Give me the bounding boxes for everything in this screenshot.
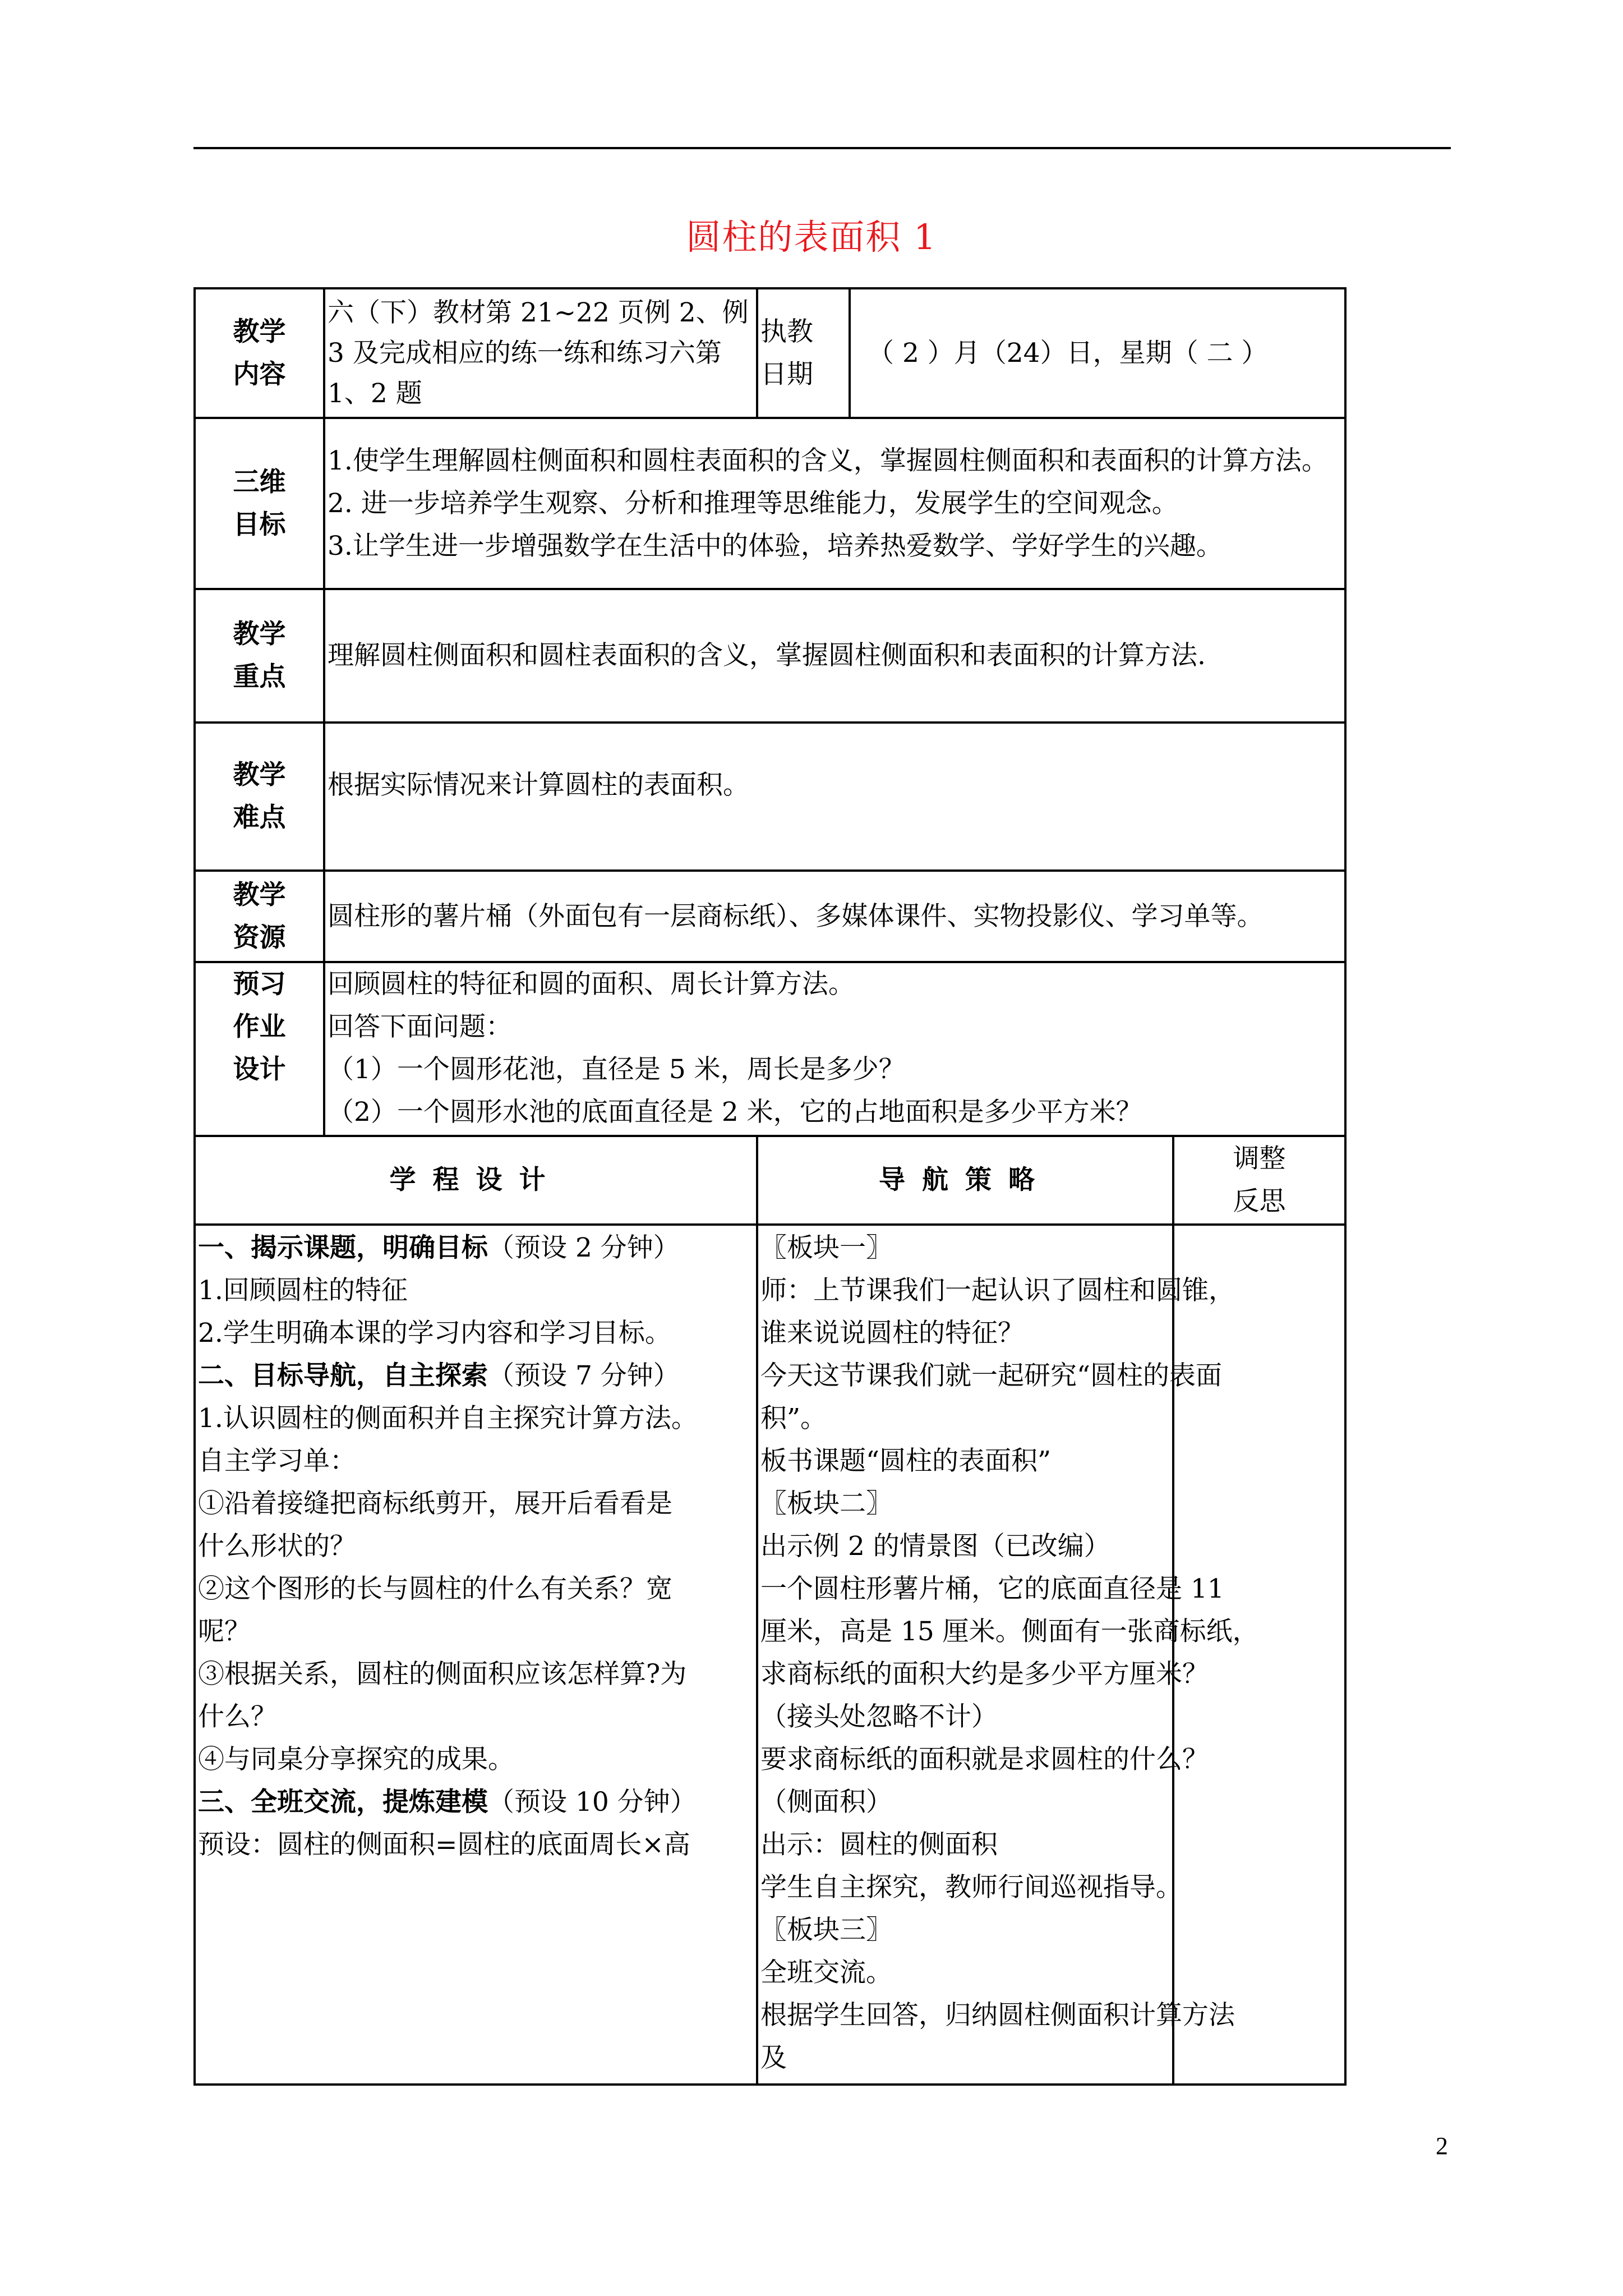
line-text: （预设 2 分钟） [488,1232,680,1263]
label-date: 执教 日期 [757,288,850,418]
design-left-line [198,1227,754,1269]
line-text: ④与同桌分享探究的成果。 [198,1744,514,1775]
design-right-line: 〖板块一〗 [760,1232,892,1263]
header-strategy: 导航策略 [757,1136,1173,1225]
section-heading: 一、揭示课题，明确目标 [198,1232,488,1263]
line-text: 1.认识圆柱的侧面积并自主探究计算方法。 [198,1403,698,1434]
key-text: 理解圆柱侧面积和圆柱表面积的含义，掌握圆柱侧面积和表面积的计算方法. [324,589,1345,723]
design-right-line: 〖板块二〗 [760,1488,892,1519]
design-right-line: 出示：圆柱的侧面积 [760,1829,998,1860]
row-goals [195,418,1345,589]
design-right-line: 要求商标纸的面积就是求圆柱的什么？ [760,1744,1209,1775]
design-left-line [198,1611,754,1653]
design-right-line: 根据学生回答，归纳圆柱侧面积计算方法 [760,2000,1235,2031]
design-left-line [198,1568,754,1611]
design-left-line [198,1696,754,1738]
header-reflect: 调整 反思 [1173,1136,1345,1225]
design-left-line [198,1312,754,1355]
design-right-line: 求商标纸的面积大约是多少平方厘米？ [760,1659,1209,1690]
design-left-line [198,1269,754,1312]
section-heading: 三、全班交流，提炼建模 [198,1787,488,1818]
design-left-line [198,1483,754,1525]
design-right-line: 〖板块三〗 [760,1915,892,1945]
row-design-body [195,1225,1345,2085]
lesson-plan-table [193,287,1347,2086]
reflect-cell [1173,1225,1345,2085]
line-text: （预设 10 分钟） [488,1787,697,1818]
header-rule [193,147,1451,149]
preview-text: 回顾圆柱的特征和圆的面积、周长计算方法。 回答下面问题： （1）一个圆形花池，直径是 5 米，周长是多少？ （2）一个圆形水池的底面直径是 2 米，它的占地面积是多少平方米？ [324,962,1345,1136]
design-left-line [198,1781,754,1824]
section-heading: 二、目标导航，自主探索 [198,1360,488,1391]
line-text: ②这个图形的长与圆柱的什么有关系？宽 [198,1573,672,1604]
label-preview: 预习 作业 设计 [195,962,324,1136]
design-left-line [198,1738,754,1781]
design-right [757,1225,1259,2085]
design-left-line [198,1525,754,1568]
design-left [195,1225,757,2085]
line-text: 自主学习单： [198,1446,356,1476]
design-left-line [198,1440,754,1483]
design-right-line: 积”。 [760,1403,827,1434]
design-left-line [198,1355,754,1397]
design-left-list [198,1227,754,1866]
design-right-line: 师：上节课我们一起认识了圆柱和圆锥， [760,1275,1235,1306]
line-text: 预设：圆柱的侧面积=圆柱的底面周长×高 [198,1829,690,1860]
design-right-list [760,1227,1259,2079]
row-content [195,288,1345,418]
row-resources [195,871,1345,962]
page-title: 圆柱的表面积 1 [686,217,937,257]
design-right-line: 今天这节课我们就一起研究“圆柱的表面 [760,1360,1223,1391]
label-difficulty: 教学 难点 [195,723,324,871]
line-text: 2.学生明确本课的学习内容和学习目标。 [198,1318,671,1349]
design-left-line [198,1824,754,1866]
design-left-line [198,1397,754,1440]
goals-text: 1.使学生理解圆柱侧面积和圆柱表面积的含义，掌握圆柱侧面积和表面积的计算方法。 2. 进一步培养学生观察、分析和推理等思维能力，发展学生的空间观念。 3.让学生进一步增强数学在生活中的体验，培养热爱数学、学好学生的兴趣。 [324,418,1345,589]
design-right-line: 谁来说说圆柱的特征？ [760,1318,1024,1349]
design-right-line: 学生自主探究，教师行间巡视指导。 [760,1872,1182,1903]
line-text: 什么？ [198,1701,277,1732]
line-text: （预设 7 分钟） [488,1360,680,1391]
design-right-line: 厘米，高是 15 厘米。侧面有一张商标纸， [760,1616,1259,1647]
row-preview [195,962,1345,1136]
date-value: （ 2 ）月（24）日，星期（ 二 ） [850,288,1345,418]
design-right-line: 全班交流。 [760,1957,892,1988]
line-text: 什么形状的？ [198,1531,356,1562]
page-number: 2 [1436,2132,1448,2160]
row-design-header [195,1136,1345,1225]
label-goals: 三维 目标 [195,418,324,589]
label-resources: 教学 资源 [195,871,324,962]
design-right-line: 板书课题“圆柱的表面积” [760,1446,1052,1476]
row-key [195,589,1345,723]
design-right-line: 一个圆柱形薯片桶，它的底面直径是 11 [760,1573,1224,1604]
line-text: ①沿着接缝把商标纸剪开，展开后看看是 [198,1488,672,1519]
design-right-line: （侧面积） [760,1787,892,1818]
design-left-line [198,1653,754,1696]
header-process: 学程设计 [195,1136,757,1225]
line-text: 1.回顾圆柱的特征 [198,1275,408,1306]
line-text: ③根据关系，圆柱的侧面积应该怎样算?为 [198,1659,687,1690]
design-right-line: 出示例 2 的情景图（已改编） [760,1531,1110,1562]
label-key: 教学 重点 [195,589,324,723]
line-text: 呢？ [198,1616,251,1647]
resources-text: 圆柱形的薯片桶（外面包有一层商标纸）、多媒体课件、实物投影仪、学习单等。 [324,871,1345,962]
label-content: 教学 内容 [195,288,324,418]
content-text: 六（下）教材第 21~22 页例 2、例 3 及完成相应的练一练和练习六第 1、2 题 [324,288,757,418]
design-right-line: 及 [760,2042,787,2073]
difficulty-text: 根据实际情况来计算圆柱的表面积。 [324,723,1345,871]
design-right-line: （接头处忽略不计） [760,1701,998,1732]
row-difficulty [195,723,1345,871]
